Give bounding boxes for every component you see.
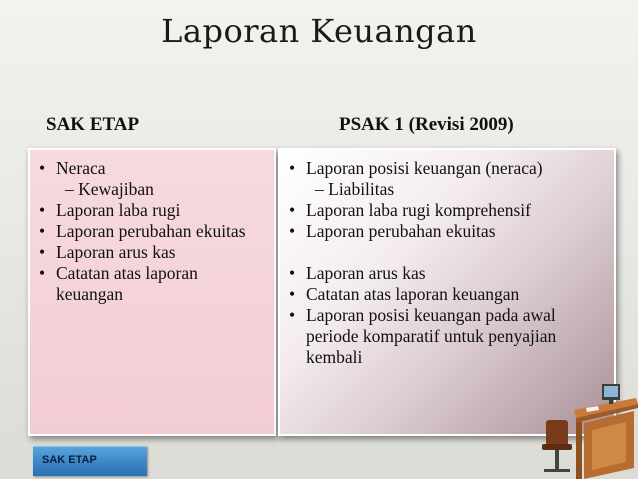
list-item: • Laporan laba rugi [38,200,268,221]
left-column-header: SAK ETAP [46,114,140,135]
psak-1-list [288,158,608,368]
tab-label: SAK ETAP [42,454,97,466]
sak-etap-tab-button[interactable] [33,446,147,476]
list-item: • Laporan posisi keuangan pada awal periode komparatif untuk penyajian kembali [288,305,608,368]
sub-list-item: – Liabilitas [315,179,395,199]
list-item: • Laporan arus kas [288,263,608,284]
list-item: • Laporan perubahan ekuitas [288,221,608,242]
list-item: • Laporan perubahan ekuitas [38,221,268,242]
list-item: • Neraca [38,158,268,179]
list-item: • Catatan atas laporan keuangan [288,284,608,305]
sak-etap-panel [28,148,276,436]
list-item: • Laporan arus kas [38,242,268,263]
sub-list-item: – Kewajiban [65,179,154,199]
right-column-header: PSAK 1 (Revisi 2009) [339,114,514,135]
list-item: • Catatan atas laporan keuangan [38,263,268,305]
list-item: • Laporan laba rugi komprehensif [288,200,608,221]
slide-title: Laporan Keuangan [161,12,477,50]
sak-etap-list [38,158,268,305]
desk-with-chair-icon [536,370,638,479]
list-item: • Laporan posisi keuangan (neraca) [288,158,608,179]
